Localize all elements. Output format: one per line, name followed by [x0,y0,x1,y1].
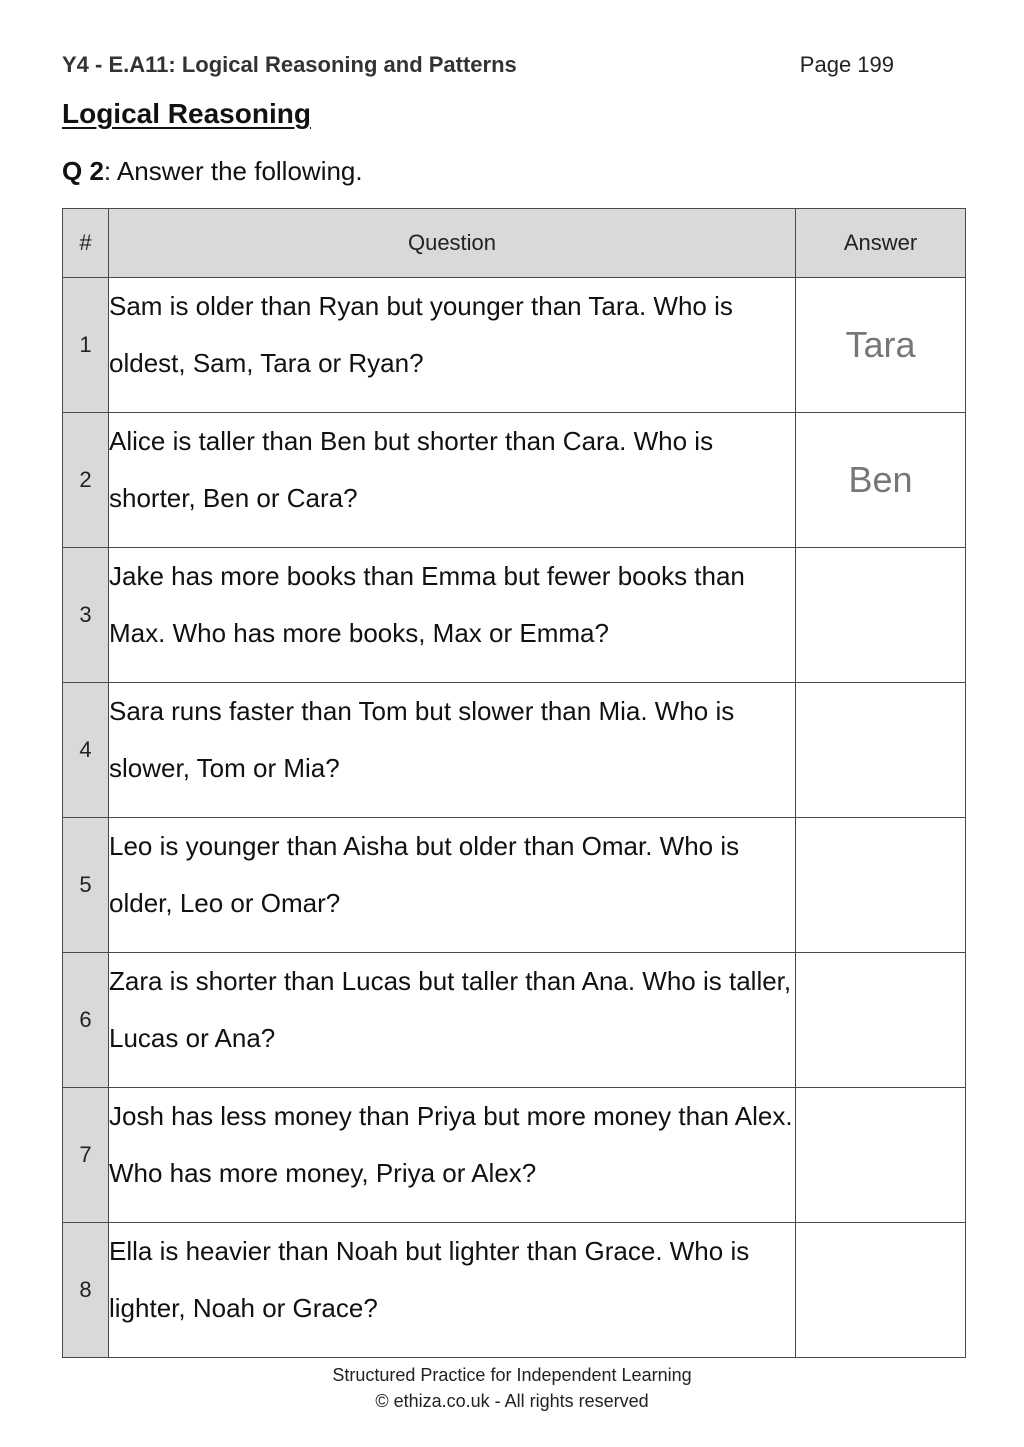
row-number: 3 [63,548,109,683]
row-number: 2 [63,413,109,548]
table-row [63,683,966,818]
column-header-question: Question [109,209,796,278]
table-row [63,413,966,548]
footer-copyright: © ethiza.co.uk - All rights reserved [375,1391,649,1411]
worksheet-title: Y4 - E.A11: Logical Reasoning and Patterns [62,52,517,77]
question-text: Zara is shorter than Lucas but taller than Ana. Who is taller, Lucas or Ana? [109,953,796,1088]
page-footer [0,1362,1024,1414]
table-row [63,1223,966,1358]
column-header-number: # [63,209,109,278]
row-number: 1 [63,278,109,413]
answer-cell[interactable]: Ben [796,413,966,548]
table-row [63,953,966,1088]
table-row [63,1088,966,1223]
table-row [63,278,966,413]
question-instruction [62,156,363,187]
answer-cell[interactable] [796,683,966,818]
table-row [63,548,966,683]
table-header-row [63,209,966,278]
question-text: Ella is heavier than Noah but lighter than Grace. Who is lighter, Noah or Grace? [109,1223,796,1358]
answer-cell[interactable] [796,1223,966,1358]
page-header [62,52,894,84]
row-number: 6 [63,953,109,1088]
section-title: Logical Reasoning [62,98,311,129]
question-text: Leo is younger than Aisha but older than Omar. Who is older, Leo or Omar? [109,818,796,953]
row-number: 7 [63,1088,109,1223]
question-label: Q 2 [62,156,104,186]
instruction-text: : Answer the following. [103,156,363,186]
row-number: 4 [63,683,109,818]
question-text: Jake has more books than Emma but fewer books than Max. Who has more books, Max or Emma? [109,548,796,683]
page-number: Page 199 [799,52,894,77]
row-number: 5 [63,818,109,953]
column-header-answer: Answer [796,209,966,278]
question-text: Sam is older than Ryan but younger than Tara. Who is oldest, Sam, Tara or Ryan? [109,278,796,413]
footer-tagline: Structured Practice for Independent Learning [332,1365,692,1385]
answer-cell[interactable]: Tara [796,278,966,413]
questions-table [62,208,966,1358]
row-number: 8 [63,1223,109,1358]
table-row [63,818,966,953]
answer-cell[interactable] [796,548,966,683]
answer-cell[interactable] [796,953,966,1088]
question-text: Josh has less money than Priya but more money than Alex. Who has more money, Priya or Alex? [109,1088,796,1223]
answer-cell[interactable] [796,1088,966,1223]
question-text: Alice is taller than Ben but shorter than Cara. Who is shorter, Ben or Cara? [109,413,796,548]
question-text: Sara runs faster than Tom but slower than Mia. Who is slower, Tom or Mia? [109,683,796,818]
answer-cell[interactable] [796,818,966,953]
